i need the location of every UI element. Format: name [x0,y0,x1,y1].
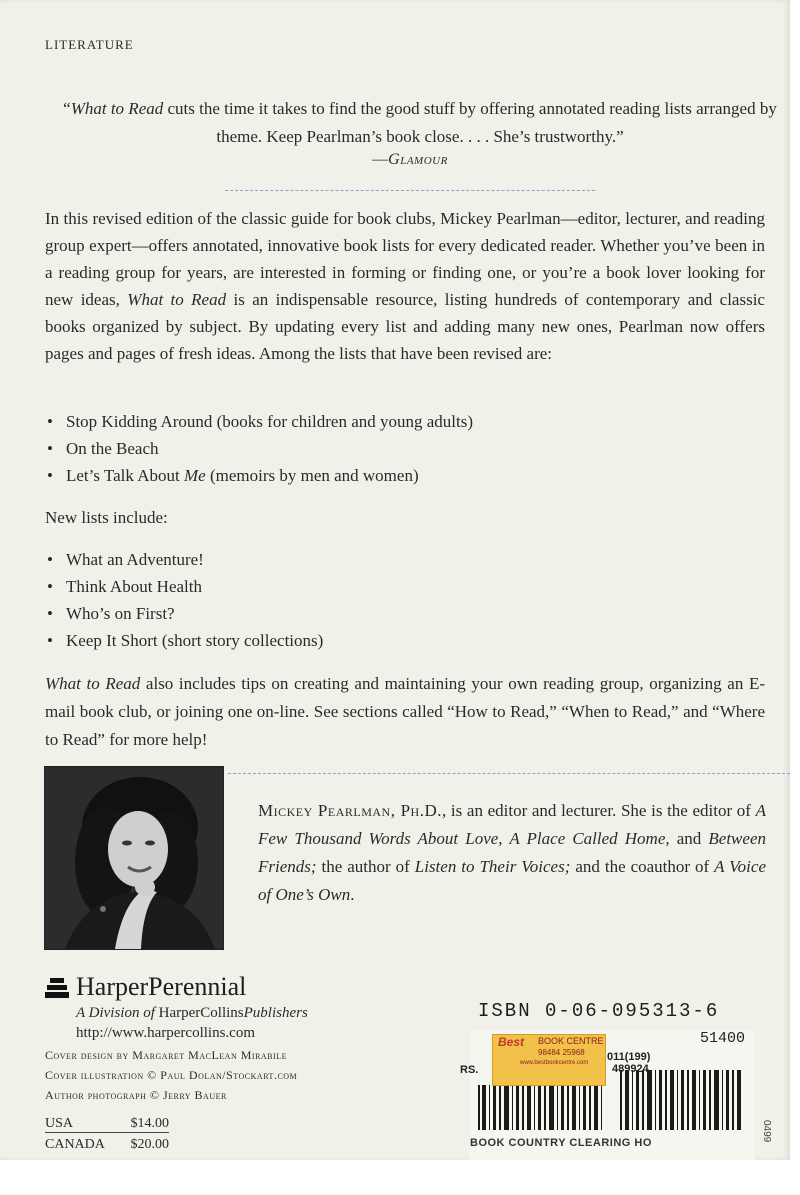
price-country: CANADA [45,1137,105,1152]
sticker-brand: Best [498,1035,525,1049]
author-portrait-illustration [45,767,223,949]
publisher-division [76,1005,308,1022]
bio-book-title: Listen to Their Voices; [414,857,571,876]
credit-cover-illustration: Cover illustration © Paul Dolan/Stockart.com [45,1068,298,1082]
division-prefix: A Division of [76,1005,159,1021]
publisher-url: http://www.harpercollins.com [76,1025,255,1041]
quote-text: cuts the time it takes to find the good stuff by offering annotated reading lists arranged by theme. Keep Pearlman’s book close. . . . She’s trustworthy. [163,99,777,146]
clearing-label: BOOK COUNTRY CLEARING HO [470,1137,652,1149]
bio-text: and the coauthor of [570,857,715,876]
list-item-text: (memoirs by men and women) [205,466,419,485]
price-country: USA [45,1116,74,1131]
list-item: • What an Adventure! [45,546,323,573]
harper-logo-icon [45,978,69,998]
category-label: LITERATURE [45,37,134,52]
review-quote: “What to Read cuts the time it takes to find the good stuff by offering annotated reading lists arranged by theme. Keep Pearlman’s book close. . . . She’s trustworthy.” [63,99,777,146]
bio-book-title: A Few Thousand Words About Love, A Place Called Home, [258,801,766,848]
attribution-dash: — [372,151,389,168]
credit-author-photo: Author photograph © Jerry Bauer [45,1088,227,1102]
quote-attribution [0,151,800,169]
bio-text: and [669,829,709,848]
isbn-label: ISBN 0-06-095313-6 [478,1000,720,1022]
price-row [45,1137,169,1153]
division-name: HarperCollins [158,1005,244,1021]
bio-book-title: Between Friends; [258,829,766,876]
outro-book-title: What to Read [45,674,141,693]
list-item: • Stop Kidding Around (books for children and young adults) [45,408,473,435]
new-lists [45,546,323,654]
list-item-text: Let’s Talk About [66,466,184,485]
divider-rule [228,773,790,774]
list-item: • Think About Health [45,573,323,600]
revised-lists [45,408,473,489]
list-item [45,462,473,489]
divider-rule [225,190,595,191]
quote-book-title: What to Read [70,99,164,118]
attribution-source: Glamour [388,151,448,168]
label-number: 489924 [612,1063,649,1075]
intro-paragraph [45,205,765,367]
bio-text: the author of [316,857,415,876]
price-row [45,1116,169,1133]
list-item-emphasis: Me [183,466,206,485]
bio-text: . [350,885,355,904]
price-value: $20.00 [130,1137,169,1152]
sticker-phone: 98484 25968 [538,1048,585,1057]
division-suffix: Publishers [243,1005,308,1021]
barcode-number: 51400 [700,1030,746,1047]
sticker-website: www.bestbookcentre.com [520,1060,589,1066]
sticker-store-name: BOOK CENTRE [538,1036,604,1046]
bio-text: , is an editor and lecturer. She is the editor of [442,801,756,820]
intro-text-start: In this revised edition of the classic guide for book clubs, Mickey Pearlman—editor, lecturer, and reading group expert—offers annotated, innovative book lists for every dedicated reader. Whether you’ve been in a reading group for years, are interested in forming or finding one, or you’re a book lover looking for new ideas, [45,209,765,309]
list-item: • On the Beach [45,435,473,462]
price-value: $14.00 [130,1116,169,1131]
list-item: • Keep It Short (short story collections) [45,627,323,654]
label-rs: RS. [460,1064,479,1076]
spine-code: 0499 [761,1120,772,1143]
list-item: • Who’s on First? [45,600,323,627]
credit-cover-design: Cover design by Margaret MacLean Mirabile [45,1048,287,1062]
publisher-name: HarperPerennial [76,972,247,1001]
intro-text-end: is an indispensable resource, listing hundreds of contemporary and classic books organized by subject. By updating every list and adding many new ones, Pearlman now offers pages and pages of fresh ideas. Among the lists that have been revised are: [45,290,765,363]
author-name: Mickey Pearlman, Ph.D. [258,801,443,820]
author-photo [44,766,224,950]
author-bio [258,797,766,909]
outro-paragraph [45,670,765,754]
label-code: 011(199) [607,1051,651,1063]
intro-book-title: What to Read [127,290,227,309]
new-lists-label: New lists include: [45,508,168,527]
bio-book-title: A Voice of One’s Own [258,857,766,904]
outro-text: also includes tips on creating and maintaining your own reading group, organizing an E-mail book club, or joining one on-line. See sections called “How to Read,” “When to Read,” and “Where to Read” for more help! [45,674,765,749]
